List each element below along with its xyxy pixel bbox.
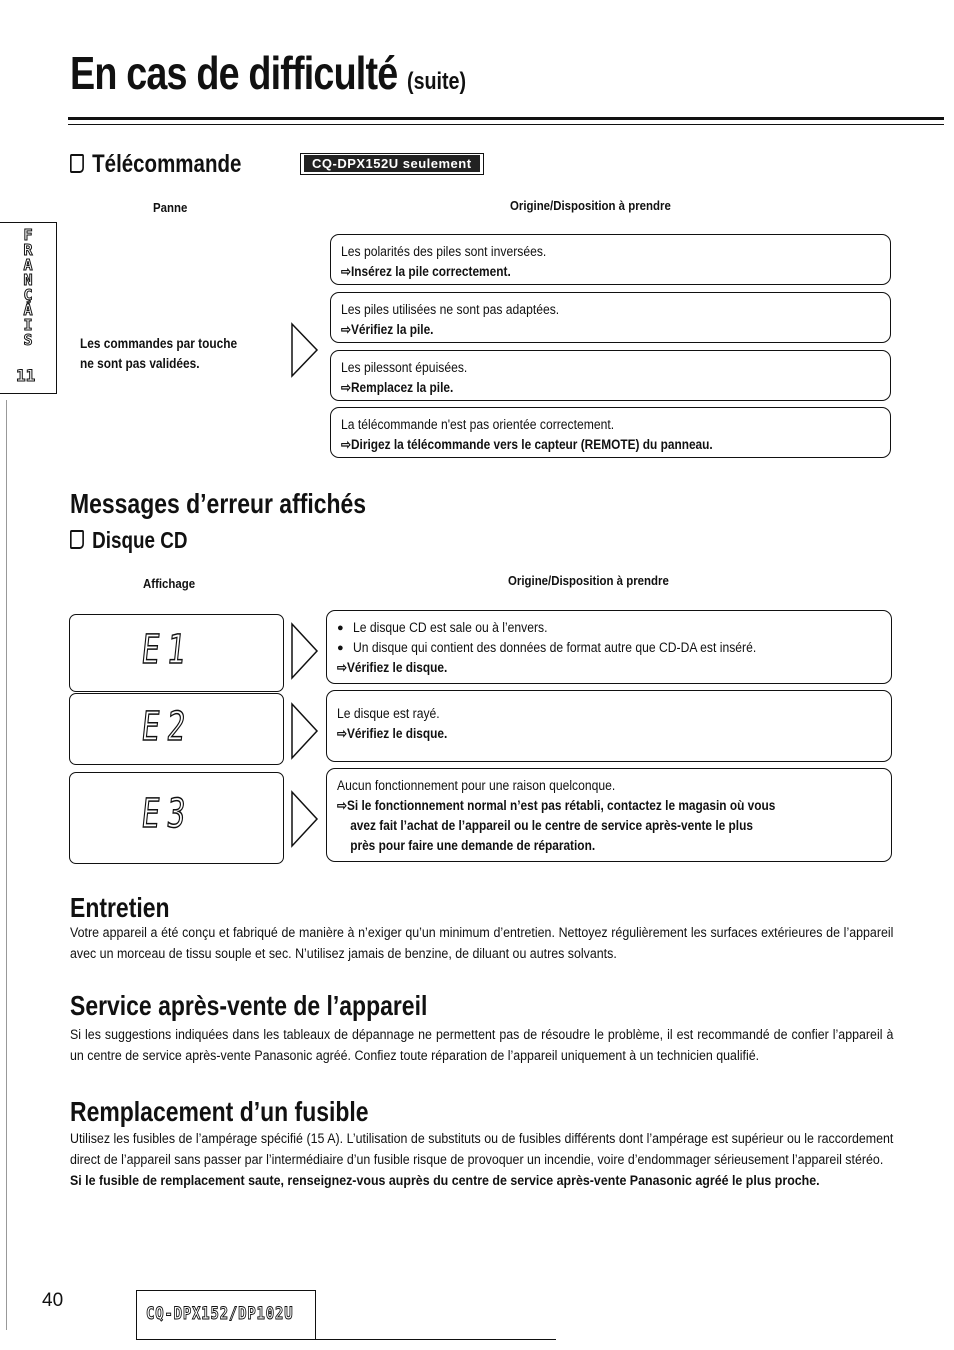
fix-text: avez fait l’achat de l’appareil ou le centre de service après-vente le plus	[350, 818, 753, 833]
service-heading: Service après-vente de l’appareil	[70, 990, 428, 1021]
remote-heading-text: Télécommande	[92, 150, 242, 178]
error-cause-box	[326, 690, 892, 762]
panne-line: ne sont pas validées.	[80, 356, 200, 371]
error-cause-box	[326, 610, 892, 684]
bullet-item	[337, 638, 881, 658]
errors-subheading	[70, 527, 188, 554]
page-title-suffix: (suite)	[407, 68, 467, 95]
fix-text: près pour faire une demande de réparation.	[350, 838, 596, 853]
remote-cause-box	[330, 234, 891, 285]
tab-letter: R	[23, 241, 33, 259]
cause-text: Les piles utilisées ne sont pas adaptées.	[341, 302, 560, 317]
errors-heading: Messages d’erreur affichés	[70, 488, 367, 519]
arrow-right-icon	[290, 622, 320, 680]
col-header-panne: Panne	[153, 200, 188, 215]
maintenance-text: Votre appareil a été conçu et fabriqué de manière à n’exiger qu’un minimum d’entretien. Nettoyez régulièrement les surfaces extérieures de l’appareil avec un morceau de tissu souple et sec. N’utilisez jamais de benzine, de diluant ou autres solvants.	[70, 925, 894, 961]
cause-text: Les pilessont épuisées.	[341, 360, 468, 375]
cause-text: La télécommande n'est pas orientée correctement.	[341, 417, 615, 432]
page-title-main: En cas de difficulté	[70, 47, 398, 99]
error-cause-box	[326, 768, 892, 862]
cause-text: Le disque est rayé.	[337, 706, 440, 721]
tab-letter: Ç	[23, 286, 33, 304]
fix-text: ⇨Remplacez la pile.	[341, 380, 454, 395]
remote-cause-box	[330, 292, 891, 343]
tab-letter: S	[23, 331, 33, 349]
language-tab-letters	[17, 228, 39, 348]
checkbox-square-icon	[70, 530, 84, 549]
segment-display-text: E1	[139, 627, 196, 673]
bullet-icon: ●	[337, 642, 344, 654]
header-rule	[68, 117, 944, 120]
segment-display-text: E2	[139, 704, 196, 750]
remote-cause-box	[330, 407, 891, 458]
footer-rule	[136, 1339, 556, 1340]
tab-letter: I	[23, 316, 33, 334]
bullet-item	[337, 618, 881, 638]
segment-display-text: E3	[139, 791, 196, 837]
cause-text: Un disque qui contient des données de format autre que CD-DA est inséré.	[353, 640, 757, 655]
error-display-e3	[69, 772, 284, 864]
remote-heading	[70, 150, 241, 179]
fuse-text	[70, 1128, 893, 1191]
fix-text: ⇨Vérifiez le disque.	[337, 726, 448, 741]
service-text: Si les suggestions indiquées dans les tableaux de dépannage ne permettent pas de résoudre le problème, il est recommandé de confier l’appareil à un centre de service après-vente Panasonic agréé. Confiez toute réparation de l’appareil uniquement à un technicien qualifié.	[70, 1027, 894, 1063]
checkbox-square-icon	[70, 154, 84, 173]
fix-text: ⇨Dirigez la télécommande vers le capteur (REMOTE) du panneau.	[341, 437, 713, 452]
fix-text: ⇨Si le fonctionnement normal n’est pas rétabli, contactez le magasin où vous	[337, 798, 776, 813]
language-tab-number: 11	[16, 366, 36, 385]
panne-description	[80, 334, 237, 374]
tab-letter: A	[23, 256, 33, 274]
cause-text: Aucun fonctionnement pour une raison quelconque.	[337, 778, 616, 793]
errors-subheading-text: Disque CD	[92, 527, 188, 553]
panne-line: Les commandes par touche	[80, 336, 238, 351]
footer-model: CQ-DPX152/DP102U	[146, 1304, 294, 1324]
header-rule-thin	[68, 124, 944, 125]
error-display-e2	[69, 693, 284, 765]
page-title	[70, 46, 466, 100]
arrow-right-icon	[290, 322, 320, 378]
tab-letter: N	[23, 271, 33, 289]
tab-letter: F	[23, 226, 33, 244]
arrow-right-icon	[290, 790, 320, 848]
col-header-display: Affichage	[143, 576, 196, 591]
bullet-icon: ●	[337, 622, 344, 634]
margin-line	[6, 400, 7, 1330]
fix-text: ⇨Vérifiez le disque.	[337, 660, 448, 675]
remote-cause-box	[330, 350, 891, 401]
cause-text: Le disque CD est sale ou à l’envers.	[353, 620, 548, 635]
model-only-badge-text: CQ-DPX152U seulement	[304, 155, 480, 172]
fuse-warning: Si le fusible de remplacement saute, renseignez-vous auprès du centre de service après-vente Panasonic agréé le plus proche.	[70, 1173, 820, 1188]
fix-text: ⇨Insérez la pile correctement.	[341, 264, 511, 279]
fuse-paragraph: Utilisez les fusibles de l’ampérage spécifié (15 A). L’utilisation de substituts ou de fusibles différents dont l’ampérage est supérieur ou le raccordement direct de l’appareil sans passer par l’intermédiaire d’un fusible risque de provoquer un incendie, voire d’endommager sérieusement l’appareil stéréo.	[70, 1131, 894, 1167]
page-number: 40	[42, 1290, 64, 1311]
arrow-right-icon	[290, 702, 320, 760]
fuse-heading: Remplacement d’un fusible	[70, 1096, 369, 1127]
cause-text: Les polarités des piles sont inversées.	[341, 244, 547, 259]
tab-letter: A	[23, 301, 33, 319]
col-header-origin: Origine/Disposition à prendre	[508, 573, 669, 588]
maintenance-heading: Entretien	[70, 892, 170, 923]
col-header-origin: Origine/Disposition à prendre	[510, 198, 671, 213]
fix-text: ⇨Vérifiez la pile.	[341, 322, 434, 337]
model-only-badge	[300, 153, 484, 175]
error-display-e1	[69, 614, 284, 692]
